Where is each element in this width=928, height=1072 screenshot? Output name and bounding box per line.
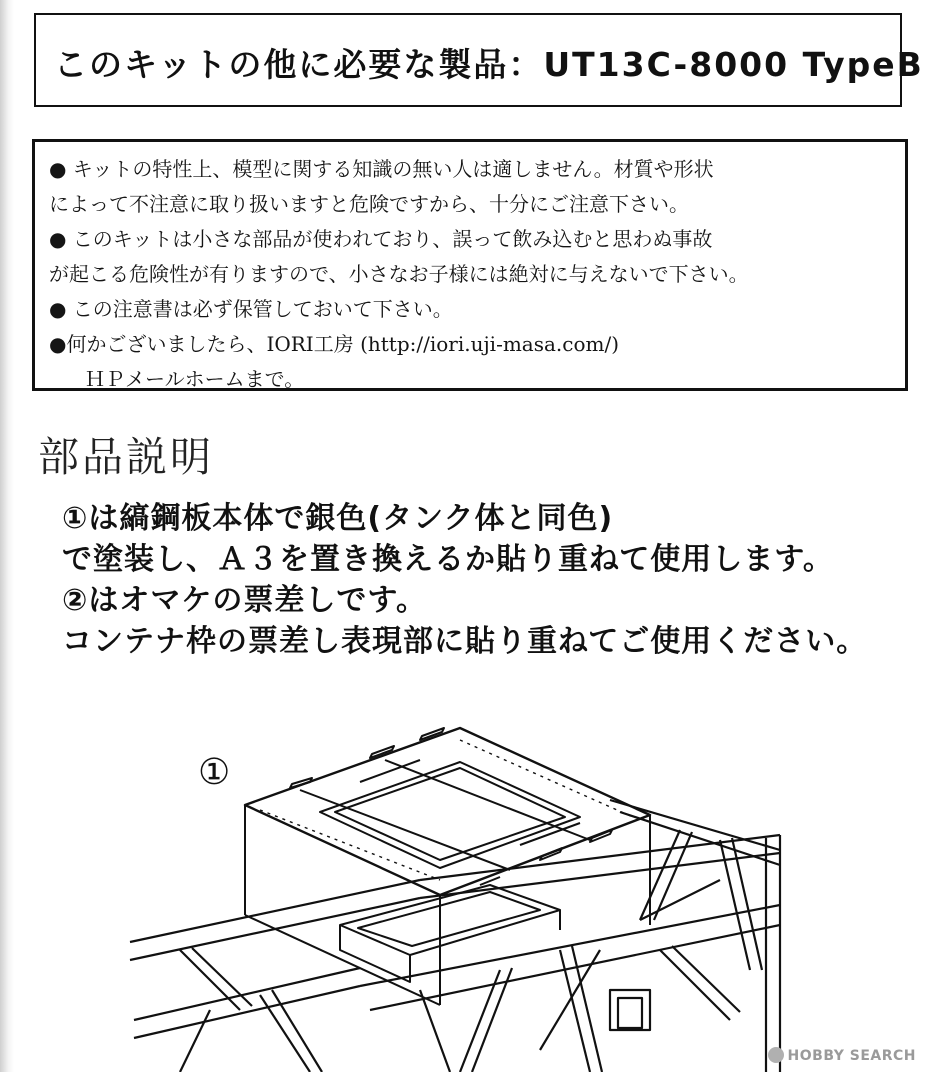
notice-line: ● このキットは小さな部品が使われており、誤って飲み込むと思わぬ事故 (49, 227, 713, 251)
notice-line: ● キットの特性上、模型に関する知識の無い人は適しません。材質や形状 (49, 157, 714, 181)
container-frame-drawing-icon (120, 720, 800, 1072)
page-edge-shadow (0, 0, 14, 1072)
caution-notice-box (32, 139, 908, 391)
parts-description-line: コンテナ枠の票差し表現部に貼り重ねてご使用ください。 (62, 624, 868, 659)
opening-frame (340, 885, 560, 982)
notice-line: ● この注意書は必ず保管しておいて下さい。 (49, 297, 453, 321)
hobby-search-watermark (768, 1047, 916, 1064)
notice-line: によって不注意に取り扱いますと危険ですから、十分にご注意下さい。 (49, 192, 689, 216)
parts-description-heading: 部品説明 (38, 433, 214, 481)
parts-description-text (62, 498, 912, 662)
parts-description-line: ②はオマケの票差しです。 (62, 583, 428, 618)
notice-line: ＨＰメールホームまで。 (85, 367, 305, 391)
required-product-box (34, 13, 924, 107)
caution-notice-text (49, 152, 895, 397)
hobby-search-logo-icon (768, 1047, 784, 1063)
figure-part-number: ① (198, 752, 231, 793)
notice-line-contact: ●何かございましたら、IORI工房 (http://iori.uji-masa.com/) (49, 332, 620, 356)
watermark-text: HOBBY SEARCH (787, 1048, 916, 1064)
required-product-title: このキットの他に必要な製品：UT13C-8000 TypeB (54, 45, 924, 84)
parts-description-line: ①は縞鋼板本体で銀色(タンク体と同色) (62, 501, 614, 536)
truss-frame (130, 800, 780, 1072)
parts-description-line: で塗装し、Ａ３を置き換えるか貼り重ねて使用します。 (62, 542, 834, 577)
notice-line: が起こる危険性が有りますので、小さなお子様には絶対に与えないで下さい。 (49, 262, 749, 286)
